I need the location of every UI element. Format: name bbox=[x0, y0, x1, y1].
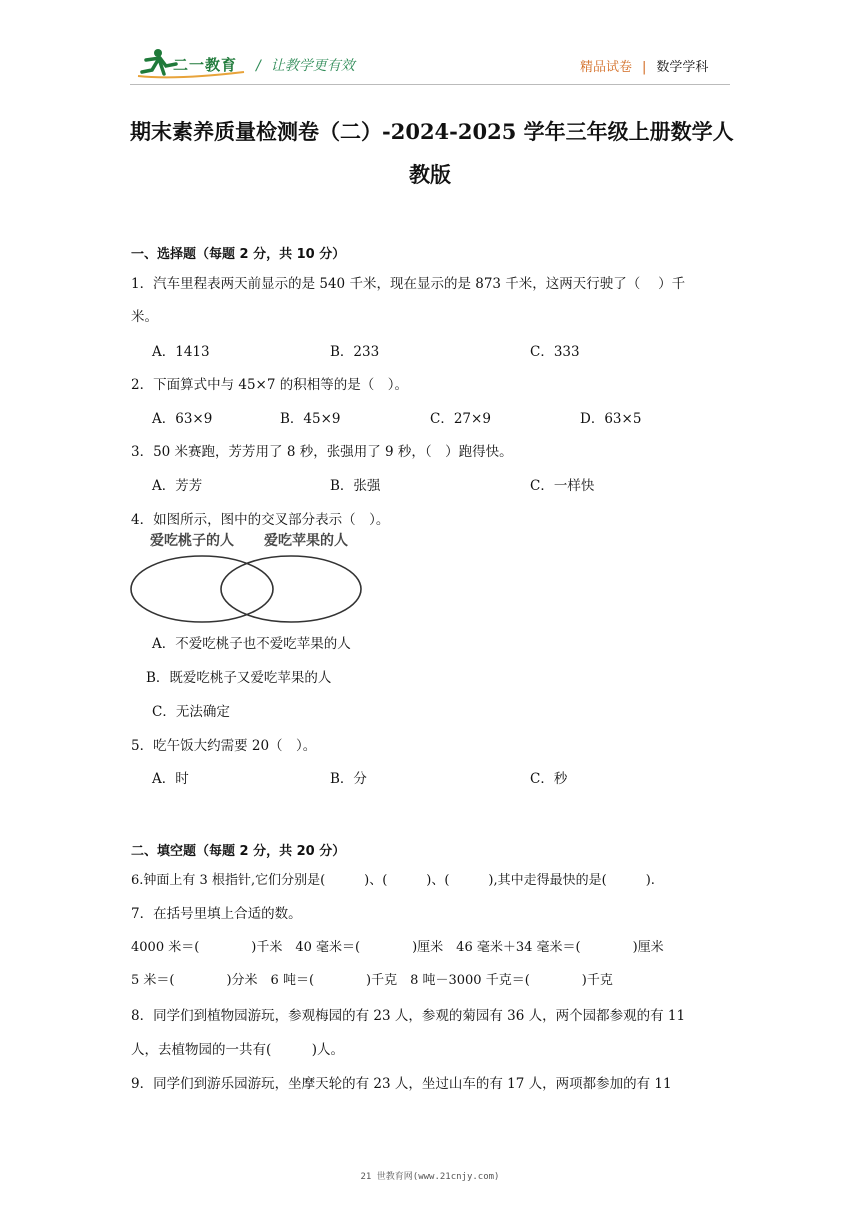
logo-text: 二一教育 bbox=[173, 56, 238, 74]
q5-option-b: B．分 bbox=[330, 771, 367, 787]
q5-option-c: C．秒 bbox=[530, 771, 568, 787]
q7-row2: 5 米＝( )分米 6 吨＝( )千克 8 吨－3000 千克＝( )千克 bbox=[131, 973, 613, 988]
tag-subject: 数学学科 bbox=[656, 60, 709, 75]
q4-option-a: A．不爱吃桃子也不爱吃苹果的人 bbox=[152, 636, 351, 652]
q1-option-b: B．233 bbox=[330, 344, 380, 360]
venn-label-peach: 爱吃桃子的人 bbox=[150, 533, 234, 549]
q3-text: 3．50 米赛跑，芳芳用了 8 秒，张强用了 9 秒，（ ）跑得快。 bbox=[131, 444, 513, 460]
q2-option-b: B．45×9 bbox=[280, 411, 341, 427]
venn-label-apple: 爱吃苹果的人 bbox=[264, 533, 348, 549]
q8-text-cont: 人，去植物园的一共有( )人。 bbox=[131, 1042, 345, 1058]
section2-heading: 二、填空题（每题 2 分，共 20 分） bbox=[131, 844, 346, 859]
q2-text: 2．下面算式中与 45×7 的积相等的是（ ）。 bbox=[131, 377, 408, 393]
tag-premium: 精品试卷 bbox=[580, 60, 633, 75]
q5-text: 5．吃午饭大约需要 20（ ）。 bbox=[131, 738, 317, 754]
page-title-line2: 教版 bbox=[409, 162, 451, 187]
q1-option-a: A．1413 bbox=[152, 344, 210, 360]
q3-option-c: C．一样快 bbox=[530, 478, 595, 494]
q3-option-a: A．芳芳 bbox=[152, 478, 203, 494]
q1-text: 1．汽车里程表两天前显示的是 540 千米，现在显示的是 873 千米，这两天行驶了（ ）千 bbox=[131, 276, 686, 292]
q4-text: 4．如图所示，图中的交叉部分表示（ ）。 bbox=[131, 512, 390, 528]
q2-option-a: A．63×9 bbox=[152, 411, 213, 427]
page-title-line1: 期末素养质量检测卷（二）-2024-2025 学年三年级上册数学人 bbox=[130, 119, 734, 144]
q1-text-cont: 米。 bbox=[131, 309, 158, 325]
q9-text: 9．同学们到游乐园游玩，坐摩天轮的有 23 人，坐过山车的有 17 人，两项都参加的有 11 bbox=[131, 1076, 672, 1092]
q4-option-c: C．无法确定 bbox=[152, 704, 230, 720]
q8-text: 8．同学们到植物园游玩，参观梅园的有 23 人，参观的菊园有 36 人，两个园都参观的有 11 bbox=[131, 1008, 686, 1024]
q1-option-c: C．333 bbox=[530, 344, 580, 360]
q2-option-c: C．27×9 bbox=[430, 411, 491, 427]
q2-option-d: D．63×5 bbox=[580, 411, 642, 427]
q4-option-b: B．既爱吃桃子又爱吃苹果的人 bbox=[146, 670, 332, 686]
header-tags: 精品试卷 | 数学学科 bbox=[580, 60, 709, 75]
venn-circles bbox=[130, 530, 370, 626]
slogan: / 让教学更有效 bbox=[256, 58, 355, 74]
section1-heading: 一、选择题（每题 2 分，共 10 分） bbox=[131, 247, 346, 262]
page-footer: 21 世教育网(www.21cnjy.com) bbox=[360, 1172, 500, 1182]
header-divider bbox=[130, 84, 730, 85]
q6-text: 6.钟面上有 3 根指针,它们分别是( )、( )、( ),其中走得最快的是( ). bbox=[131, 873, 655, 888]
venn-diagram bbox=[130, 530, 370, 626]
q3-option-b: B．张强 bbox=[330, 478, 381, 494]
q7-text: 7．在括号里填上合适的数。 bbox=[131, 906, 302, 922]
q5-option-a: A．时 bbox=[152, 771, 189, 787]
q7-row1: 4000 米＝( )千米 40 毫米＝( )厘米 46 毫米＋34 毫米＝( )厘米 bbox=[131, 940, 664, 955]
